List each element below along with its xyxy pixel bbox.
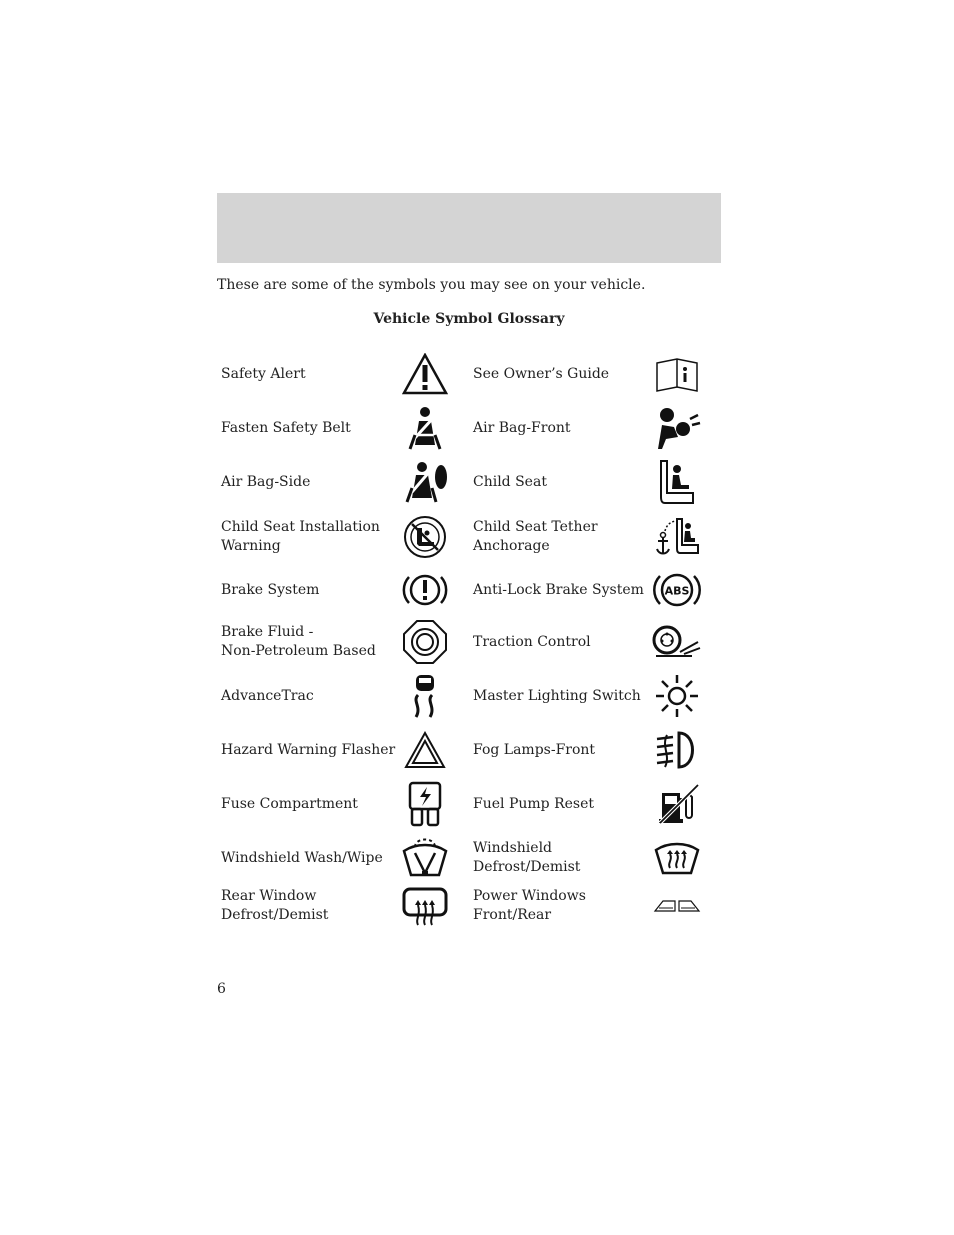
symbol-label: Master Lighting Switch [473, 688, 641, 704]
symbol-label: Fasten Safety Belt [221, 420, 351, 436]
right-glossary-cell [469, 834, 721, 882]
glossary-row [217, 458, 721, 506]
glossary-row [217, 568, 721, 612]
symbol-label: Traction Control [473, 634, 591, 650]
symbol-label: Hazard Warning Flasher [221, 742, 396, 758]
fuel-pump-reset-icon [654, 783, 700, 825]
symbol-label: See Owner’s Guide [473, 366, 610, 382]
brake-system-icon [402, 570, 448, 610]
air-bag-side-icon [401, 460, 449, 504]
traction-control-icon [652, 624, 702, 660]
left-glossary-cell [217, 403, 469, 453]
symbol-label: Fog Lamps-Front [473, 742, 596, 758]
symbol-label: Child Seat [473, 474, 547, 490]
symbol-label: Brake System [221, 582, 320, 598]
safety-belt-icon [402, 405, 448, 451]
symbol-label: AdvanceTrac [221, 688, 314, 704]
left-glossary-cell [217, 514, 469, 560]
symbol-label: Windshield Wash/Wipe [221, 850, 383, 866]
symbol-label: Child Seat Tether Anchorage [473, 519, 598, 554]
child-seat-icon [657, 459, 697, 505]
symbol-label: Fuel Pump Reset [473, 796, 594, 812]
intro-text: These are some of the symbols you may see on your vehicle. [217, 277, 646, 293]
glossary-title: Vehicle Symbol Glossary [373, 311, 565, 327]
page-number: 6 [217, 981, 226, 997]
symbol-label: Power Windows Front/Rear [473, 888, 586, 923]
left-glossary-cell [217, 568, 469, 612]
right-glossary-cell [469, 458, 721, 506]
left-glossary-cell [217, 618, 469, 666]
symbol-label: Air Bag-Side [221, 474, 311, 490]
left-glossary-cell [217, 884, 469, 928]
right-glossary-cell [469, 403, 721, 453]
symbol-label: Fuse Compartment [221, 796, 358, 812]
symbol-label: Windshield Defrost/Demist [473, 840, 581, 875]
right-glossary-cell [469, 780, 721, 828]
header-band [217, 193, 721, 263]
child-seat-tether-icon [653, 517, 701, 557]
glossary-row [217, 618, 721, 666]
power-windows-icon [653, 898, 701, 914]
glossary-row [217, 514, 721, 560]
right-glossary-cell [469, 884, 721, 928]
left-glossary-cell [217, 728, 469, 772]
symbol-label: Air Bag-Front [473, 420, 571, 436]
left-glossary-cell [217, 350, 469, 398]
right-glossary-cell [469, 672, 721, 720]
right-glossary-cell [469, 568, 721, 612]
glossary-row [217, 884, 721, 928]
right-glossary-cell [469, 728, 721, 772]
air-bag-front-icon [652, 405, 702, 451]
symbol-label: Child Seat Installation Warning [221, 519, 380, 554]
glossary-row [217, 672, 721, 720]
left-glossary-cell [217, 458, 469, 506]
glossary-row [217, 350, 721, 398]
left-glossary-cell [217, 672, 469, 720]
advancetrac-icon [408, 673, 442, 719]
symbol-label: Rear Window Defrost/Demist [221, 888, 329, 923]
svg-text:ABS: ABS [664, 584, 690, 598]
child-seat-warning-icon [402, 514, 448, 560]
right-glossary-cell [469, 350, 721, 398]
rear-window-defrost-icon [401, 885, 449, 927]
glossary-row [217, 834, 721, 882]
owners-guide-icon [654, 355, 700, 393]
symbol-label: Safety Alert [221, 366, 306, 382]
left-glossary-cell [217, 834, 469, 882]
glossary-row [217, 780, 721, 828]
glossary-row [217, 403, 721, 453]
windshield-defrost-icon [653, 840, 701, 876]
right-glossary-cell [469, 514, 721, 560]
right-glossary-cell [469, 618, 721, 666]
left-glossary-cell [217, 780, 469, 828]
safety-alert-icon [402, 353, 448, 395]
windshield-wash-icon [401, 837, 449, 879]
master-lighting-icon [654, 673, 700, 719]
fog-lamps-icon [653, 729, 701, 771]
glossary-row [217, 728, 721, 772]
brake-fluid-icon [402, 619, 448, 665]
symbol-label: Brake Fluid - Non-Petroleum Based [221, 624, 376, 659]
hazard-flasher-icon [404, 731, 446, 769]
symbol-label: Anti-Lock Brake System [473, 582, 644, 598]
abs-icon [653, 570, 701, 610]
fuse-compartment-icon [407, 781, 443, 827]
